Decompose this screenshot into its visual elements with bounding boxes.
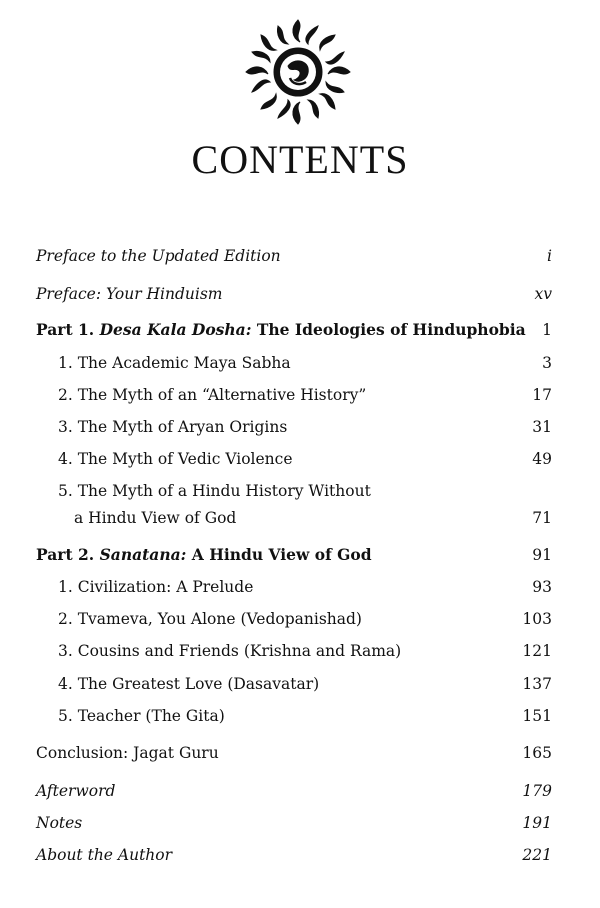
toc-entry-page: 71 <box>532 509 552 527</box>
part-label: Part 1. <box>36 320 95 339</box>
part-rest: A Hindu View of God <box>191 545 372 564</box>
toc-entry-title: 4. The Greatest Love (Dasavatar) <box>58 675 320 693</box>
toc-entry-page: 103 <box>522 610 552 628</box>
toc-entry-title: Conclusion: Jagat Guru <box>36 744 219 762</box>
toc-entry-title: 5. Teacher (The Gita) <box>58 707 225 725</box>
toc-entry-page: 191 <box>522 814 552 832</box>
toc-entry-title: 4. The Myth of Vedic Violence <box>58 450 293 468</box>
toc-entry-page: 165 <box>522 744 552 762</box>
toc-entry-page: 1 <box>542 321 552 339</box>
toc-entry-title: About the Author <box>36 846 173 864</box>
toc-part-heading <box>36 320 526 340</box>
toc-entry-page: 3 <box>542 354 552 372</box>
part-name: Desa Kala Dosha: <box>99 320 252 339</box>
toc-entry-title: 2. Tvameva, You Alone (Vedopanishad) <box>58 610 362 628</box>
ornament-icon <box>243 12 353 127</box>
toc-entry-page: xv <box>534 285 552 303</box>
toc-entry-title: 5. The Myth of a Hindu History Without <box>58 482 371 500</box>
toc-entry-page: 93 <box>532 578 552 596</box>
toc-entry-page: 121 <box>522 642 552 660</box>
part-label: Part 2. <box>36 545 95 564</box>
toc-entry-page: i <box>547 247 552 265</box>
toc-entry-title: a Hindu View of God <box>74 509 237 527</box>
toc-entry-title: Notes <box>36 814 83 832</box>
part-rest: The Ideologies of Hinduphobia <box>256 320 526 339</box>
toc-entry-title: Preface: Your Hinduism <box>36 285 223 303</box>
toc-part-heading <box>36 545 372 565</box>
toc-entry-page: 137 <box>522 675 552 693</box>
toc-entry-page: 221 <box>522 846 552 864</box>
toc-entry-page: 91 <box>532 546 552 564</box>
toc-entry-page: 179 <box>522 782 552 800</box>
toc-entry-title: Preface to the Updated Edition <box>36 247 281 265</box>
toc-entry-page: 31 <box>532 418 552 436</box>
toc-entry-title: 3. The Myth of Aryan Origins <box>58 418 288 436</box>
toc-entry-page: 151 <box>522 707 552 725</box>
toc-entry-page: 17 <box>532 386 552 404</box>
toc-entry-page: 49 <box>532 450 552 468</box>
toc-entry-title: Afterword <box>36 782 116 800</box>
page-title: CONTENTS <box>191 137 409 182</box>
part-name: Sanatana: <box>99 545 187 564</box>
toc-entry-title: 1. The Academic Maya Sabha <box>58 354 291 372</box>
toc-entry-title: 2. The Myth of an “Alternative History” <box>58 386 367 404</box>
toc-entry-title: 3. Cousins and Friends (Krishna and Rama) <box>58 642 402 660</box>
toc-entry-title: 1. Civilization: A Prelude <box>58 578 254 596</box>
